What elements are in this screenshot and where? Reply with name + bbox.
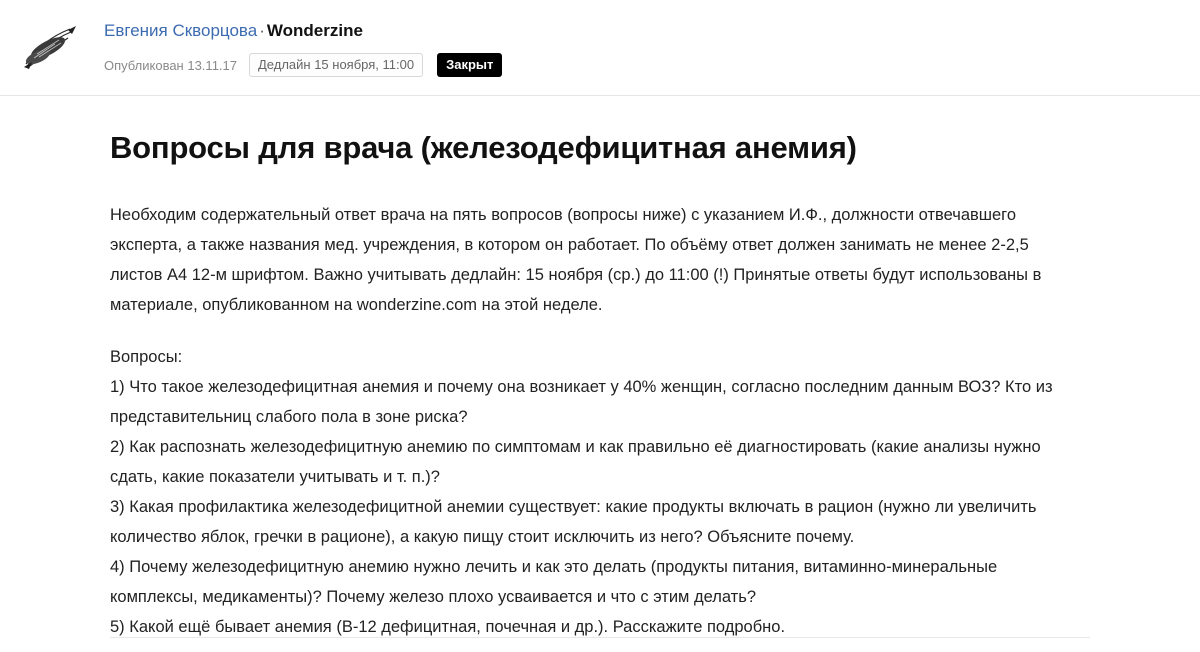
intro-paragraph: Необходим содержательный ответ врача на пять вопросов (вопросы ниже) с указанием И.Ф., должности отвечавшего эксперта, а также названия мед. учреждения, в котором он работает. По объёму ответ должен занимать не менее 2-2,5 листов А4 12-м шрифтом. Важно учитывать дедлайн: 15 ноября (ср.) до 11:00 (!) Принятые ответы будут использованы в материале, опубликованном на wonderzine.com на этой неделе. <box>110 206 1042 314</box>
question-item: 3) Какая профилактика железодефицитной анемии существует: какие продукты включать в рацион (нужно ли увеличить количество яблок, гречки в рационе), а какую пищу стоит исключить из него? Объясните почему. <box>110 498 1037 546</box>
header-text-block <box>104 16 502 77</box>
status-badge: Закрыт <box>437 53 502 77</box>
question-item: 1) Что такое железодефицитная анемия и почему она возникает у 40% женщин, согласно последним данным ВОЗ? Кто из представительниц слабого пола в зоне риска? <box>110 378 1053 426</box>
bottom-divider <box>110 637 1090 638</box>
document-content <box>0 96 1200 642</box>
question-item: 4) Почему железодефицитную анемию нужно лечить и как это делать (продукты питания, витаминно-минеральные комплексы, медикаменты)? Почему железо плохо усваивается и что с этим делать? <box>110 558 998 606</box>
deadline-badge: Дедлайн 15 ноября, 11:00 <box>249 53 423 77</box>
publication-name: Wonderzine <box>266 21 363 40</box>
byline-separator: · <box>259 21 265 40</box>
paragraph-spacer <box>110 320 1090 342</box>
avatar[interactable] <box>18 18 80 76</box>
byline <box>104 20 502 42</box>
questions-label: Вопросы: <box>110 348 183 366</box>
question-item: 2) Как распознать железодефицитную анемию по симптомам и как правильно её диагностировать (какие анализы нужно сдать, какие показатели учитывать и т. п.)? <box>110 438 1041 486</box>
question-item: 5) Какой ещё бывает анемия (В-12 дефицитная, почечная и др.). Расскажите подробно. <box>110 618 786 636</box>
meta-row <box>104 53 502 77</box>
published-date: Опубликован 13.11.17 <box>104 57 237 73</box>
author-link[interactable]: Евгения Скворцова <box>104 21 258 40</box>
page-title: Вопросы для врача (железодефицитная анемия) <box>110 130 857 165</box>
feather-pen-avatar-icon <box>18 18 80 76</box>
task-header <box>0 0 1200 96</box>
